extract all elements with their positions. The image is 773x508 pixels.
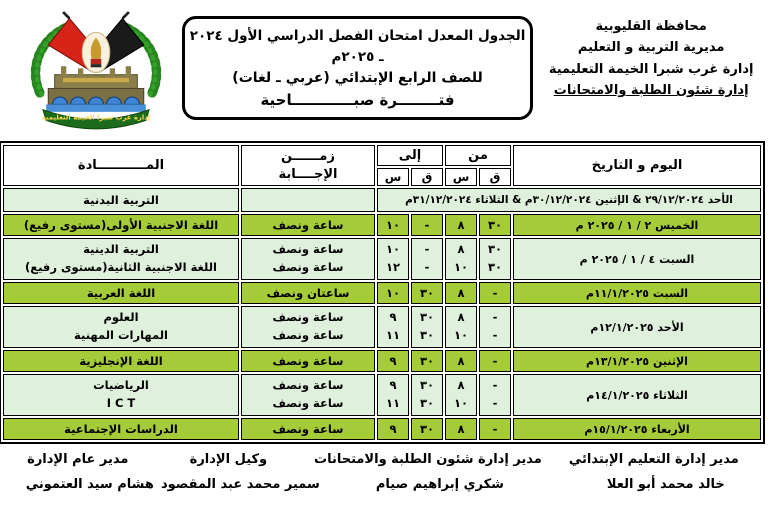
signature-primary-education-director: مدير إدارة التعليم الإبتدائي خالد محمد أبو العلا [568,452,739,493]
org-line-directorate: مديرية التربية و التعليم [577,40,725,56]
to-hours-cell: ٩ ١١ [377,374,409,416]
administration-logo-icon [16,10,176,132]
table-row [3,306,761,348]
signatures-footer [10,453,763,493]
org-line-administration: إدارة غرب شبرا الخيمة التعليمية [548,61,754,77]
date-cell: الثلاثاء ١٤/١/٢٠٢٥م [513,374,761,416]
answer-time-cell [241,188,375,212]
to-minutes-cell: ٣٠ ٣٠ [411,374,443,416]
from-hours-cell: ٨ [445,350,477,372]
to-minutes-cell: - [411,214,443,236]
subject-cell: التربية البدنية [3,188,239,212]
answer-time-cell: ساعة ونصف [241,350,375,372]
subject-cell: اللغة الإنجليزية [3,350,239,372]
table-row [3,282,761,304]
date-cell: الإثنين ١٣/١/٢٠٢٥م [513,350,761,372]
to-minutes-cell: ٣٠ [411,282,443,304]
subcol-to-hours: س [377,168,409,186]
signature-administration-deputy: وكيل الإدارة سمير محمد عبد المقصود [160,452,320,493]
schedule-title-line1: الجدول المعدل امتحان الفصل الدراسي الأول ٢٠٢٤ ـ ٢٠٢٥م [189,28,526,65]
to-hours-cell: ٩ [377,350,409,372]
col-header-subject: المـــــــــــادة [3,145,239,186]
from-minutes-cell: - - [479,374,511,416]
to-minutes-cell: - - [411,238,443,280]
to-hours-cell: ٩ [377,418,409,440]
from-minutes-cell: ٣٠ [479,214,511,236]
subject-cell: الرياضيات I C T [3,374,239,416]
answer-time-cell: ساعة ونصف ساعة ونصف [241,306,375,348]
to-hours-cell: ١٠ [377,214,409,236]
date-cell: الأحد ١٢/١/٢٠٢٥م [513,306,761,348]
schedule-title-box [182,16,534,120]
org-line-governorate: محافظة القليوبية [595,19,707,34]
answer-time-cell: ساعة ونصف ساعة ونصف [241,374,375,416]
from-minutes-cell: - [479,418,511,440]
organization-block [537,6,765,102]
exam-schedule-table [0,141,765,444]
to-minutes-cell: ٣٠ [411,418,443,440]
col-header-from: من [445,145,511,166]
to-hours-cell: ١٠ [377,282,409,304]
answer-time-cell: ساعة ونصف [241,418,375,440]
schedule-title-line2: للصف الرابع الإبتدائي (عربي ـ لغات) [232,69,483,86]
from-hours-cell: ٨ ١٠ [445,374,477,416]
col-header-day-date: اليوم و التاريخ [513,145,761,186]
answer-time-cell: ساعة ونصف ساعة ونصف [241,238,375,280]
to-minutes-cell: ٣٠ [411,350,443,372]
subcol-from-hours: س [445,168,477,186]
table-row [3,238,761,280]
subject-cell: الدراسات الإجتماعية [3,418,239,440]
subcol-to-minutes: ق [411,168,443,186]
from-hours-cell: ٨ ١٠ [445,238,477,280]
from-hours-cell: ٨ [445,214,477,236]
schedule-title-line3: فتــــــــرة صبــــــــــــاحية [260,90,455,109]
from-hours-cell: ٨ [445,282,477,304]
date-cell: السبت ٤ / ١ / ٢٠٢٥ م [513,238,761,280]
from-hours-cell: ٨ ١٠ [445,306,477,348]
date-cell: الأحد ٢٩/١٢/٢٠٢٤ & الإثنين ٣٠/١٢/٢٠٢٤م & الثلاثاء ٣١/١٢/٢٠٢٤م [377,188,761,212]
from-minutes-cell: - [479,350,511,372]
subject-cell: اللغة الاجنبية الأولى(مستوى رفيع) [3,214,239,236]
answer-time-word2: الإجــــابة [278,166,338,182]
signature-general-director: مدير عام الإدارة هشام سيد العتموني [25,452,154,493]
subject-cell: التربية الدينية اللغة الاجنبية الثانية(مستوى رفيع) [3,238,239,280]
table-row [3,350,761,372]
answer-time-cell: ساعة ونصف [241,214,375,236]
answer-time-word1: زمــــــن [281,148,335,164]
col-header-answer-time [241,145,375,186]
subject-cell: اللغة العربية [3,282,239,304]
page-header [8,6,765,139]
from-hours-cell: ٨ [445,418,477,440]
subcol-from-minutes: ق [479,168,511,186]
to-hours-cell: ١٠ ١٢ [377,238,409,280]
table-row [3,214,761,236]
from-minutes-cell: - - [479,306,511,348]
date-cell: الخميس ٢ / ١ / ٢٠٢٥ م [513,214,761,236]
to-hours-cell: ٩ ١١ [377,306,409,348]
subject-cell: العلوم المهارات المهنية [3,306,239,348]
to-minutes-cell: ٣٠ ٣٠ [411,306,443,348]
logo-banner-text: إدارة غرب شبرا الخيمة التعليمية [41,113,150,122]
signature-student-affairs-director: مدير إدارة شئون الطلبة والامتحانات شكري إبراهيم صيام [314,452,542,493]
answer-time-cell: ساعتان ونصف [241,282,375,304]
org-line-student-affairs: إدارة شئون الطلبة والامتحانات [553,83,749,99]
administration-logo [8,6,178,136]
col-header-to: إلى [377,145,443,166]
table-header-row-1 [3,145,761,166]
from-minutes-cell: - [479,282,511,304]
date-cell: السبت ١١/١/٢٠٢٥م [513,282,761,304]
table-row [3,374,761,416]
date-cell: الأربعاء ١٥/١/٢٠٢٥م [513,418,761,440]
table-row [3,188,761,212]
table-row [3,418,761,440]
from-minutes-cell: ٣٠ ٣٠ [479,238,511,280]
